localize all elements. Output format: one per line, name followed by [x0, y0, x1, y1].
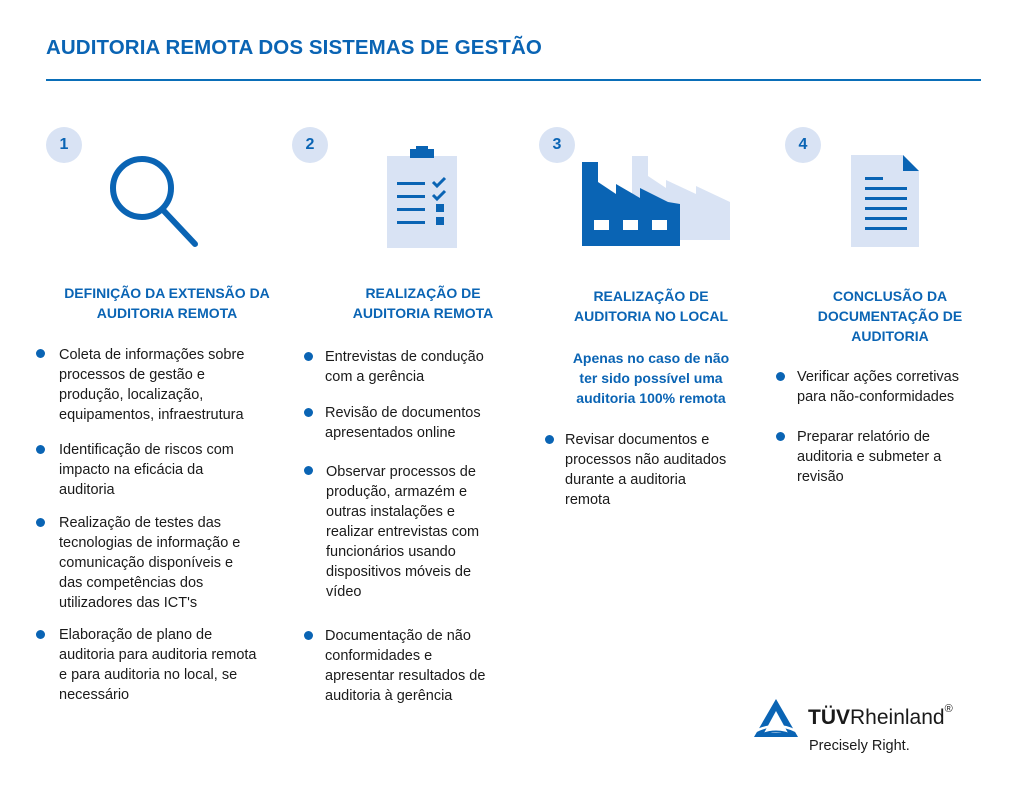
bullet-dot: [776, 372, 785, 381]
bullet-dot: [776, 432, 785, 441]
step-1-number: 1: [46, 127, 82, 163]
step-3-heading: REALIZAÇÃO DE AUDITORIA NO LOCAL: [574, 288, 728, 324]
bullet-dot: [36, 518, 45, 527]
bullet-dot: [545, 435, 554, 444]
list-item: Realização de testes das tecnologias de informação e comunicação disponíveis e das competências dos utilizadores das ICT's: [59, 515, 241, 611]
page-title: AUDITORIA REMOTA DOS SISTEMAS DE GESTÃO: [46, 36, 542, 59]
clipboard-checklist-icon: [385, 146, 459, 250]
bullet-dot: [36, 445, 45, 454]
tuv-triangle-logo: [752, 697, 800, 741]
magnifier-icon: [104, 152, 204, 252]
title-divider: [46, 79, 981, 81]
bullet-dot: [304, 631, 313, 640]
list-item: Documentação de não conformidades e apresentar resultados de auditoria à gerência: [325, 628, 486, 704]
step-4-heading: CONCLUSÃO DA DOCUMENTAÇÃO DE AUDITORIA: [817, 288, 963, 344]
list-item: Observar processos de produção, armazém e outras instalações e realizar entrevistas com funcionários usando dispositivos móveis de vídeo: [326, 464, 480, 600]
step-3-note: Apenas no caso de não ter sido possível uma auditoria 100% remota: [572, 350, 730, 406]
bullet-dot: [36, 349, 45, 358]
brand-name: TÜVRheinland®: [808, 703, 953, 729]
list-item: Entrevistas de condução com a gerência: [325, 349, 484, 385]
bullet-dot: [36, 630, 45, 639]
list-item: Revisar documentos e processos não auditados durante a auditoria remota: [565, 432, 727, 508]
step-1-heading: DEFINIÇÃO DA EXTENSÃO DA AUDITORIA REMOTA: [64, 285, 270, 321]
document-icon: [849, 153, 921, 249]
step-3-number: 3: [539, 127, 575, 163]
step-2-heading: REALIZAÇÃO DE AUDITORIA REMOTA: [352, 285, 494, 321]
factory-icon: [582, 154, 732, 248]
list-item: Verificar ações corretivas para não-conformidades: [797, 369, 959, 405]
list-item: Coleta de informações sobre processos de gestão e produção, localização, equipamentos, infraestrutura: [59, 347, 245, 423]
bullet-dot: [304, 352, 313, 361]
bullet-dot: [304, 408, 313, 417]
list-item: Elaboração de plano de auditoria para auditoria remota e para auditoria no local, se necessário: [59, 627, 257, 703]
list-item: Identificação de riscos com impacto na eficácia da auditoria: [59, 442, 234, 498]
brand-tagline: Precisely Right.: [809, 738, 910, 754]
bullet-dot: [304, 466, 313, 475]
list-item: Preparar relatório de auditoria e submeter a revisão: [797, 429, 942, 485]
step-2-number: 2: [292, 127, 328, 163]
step-4-number: 4: [785, 127, 821, 163]
list-item: Revisão de documentos apresentados online: [325, 405, 481, 441]
